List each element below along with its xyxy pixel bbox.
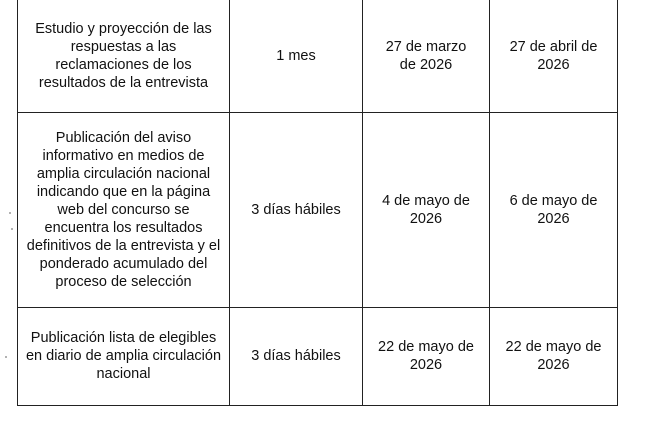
start-date-cell <box>363 0 490 112</box>
table-row <box>18 307 618 405</box>
activity-cell <box>18 112 230 307</box>
activity-text: Publicación del aviso informativo en medios de amplia circulación nacional indicando que en la página web del concurso se encuentra los resultados definitivos de la entrevista y el ponderado acumulado del proceso de selección <box>26 129 221 290</box>
start-date-cell <box>363 112 490 307</box>
start-date-cell <box>363 307 490 405</box>
duration-text: 3 días hábiles <box>251 201 341 218</box>
duration-cell <box>230 112 363 307</box>
scan-speck <box>11 228 13 230</box>
start-date-text: 4 de mayo de 2026 <box>382 192 470 227</box>
scan-speck <box>5 356 7 358</box>
duration-text: 3 días hábiles <box>251 348 341 364</box>
end-date-text: 22 de mayo de 2026 <box>505 339 602 373</box>
start-date-text: 27 de marzo de 2026 <box>385 38 467 73</box>
end-date-cell <box>490 0 618 112</box>
activity-cell <box>18 307 230 405</box>
end-date-text: 27 de abril de 2026 <box>509 38 598 73</box>
table-row <box>18 112 618 307</box>
activity-cell <box>18 0 230 112</box>
start-date-text: 22 de mayo de 2026 <box>378 339 474 373</box>
activity-text: Estudio y proyección de las respuestas a las reclamaciones de los resultados de la entrevista <box>35 20 212 91</box>
duration-text: 1 mes <box>276 47 316 64</box>
duration-cell <box>230 0 363 112</box>
end-date-cell <box>490 307 618 405</box>
end-date-text: 6 de mayo de 2026 <box>509 192 598 227</box>
scan-speck <box>9 212 11 214</box>
schedule-table <box>17 0 618 406</box>
table-row <box>18 0 618 112</box>
duration-cell <box>230 307 363 405</box>
activity-text: Publicación lista de elegibles en diario de amplia circulación nacional <box>25 330 222 382</box>
end-date-cell <box>490 112 618 307</box>
